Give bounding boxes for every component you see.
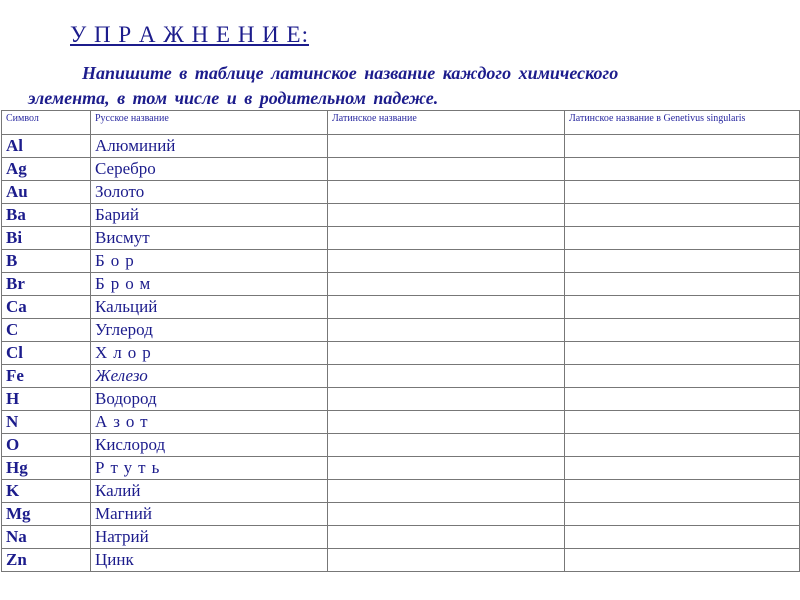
- table-row: [2, 158, 800, 181]
- element-symbol: N: [2, 411, 91, 434]
- latin-name-cell[interactable]: [328, 503, 565, 526]
- russian-name: Золото: [91, 181, 328, 204]
- element-symbol: Fe: [2, 365, 91, 388]
- russian-name: Водород: [91, 388, 328, 411]
- genitive-name-cell[interactable]: [565, 250, 800, 273]
- latin-name-cell[interactable]: [328, 411, 565, 434]
- element-symbol: Br: [2, 273, 91, 296]
- header-symbol: Символ: [2, 111, 91, 135]
- genitive-name-cell[interactable]: [565, 227, 800, 250]
- element-symbol: H: [2, 388, 91, 411]
- table-row: [2, 411, 800, 434]
- element-symbol: Na: [2, 526, 91, 549]
- genitive-name-cell[interactable]: [565, 181, 800, 204]
- genitive-name-cell[interactable]: [565, 273, 800, 296]
- table-row: [2, 135, 800, 158]
- russian-name: Хлор: [91, 342, 328, 365]
- table-row: [2, 388, 800, 411]
- latin-name-cell[interactable]: [328, 342, 565, 365]
- table-row: [2, 457, 800, 480]
- instruction-text: [28, 61, 788, 111]
- latin-name-cell[interactable]: [328, 434, 565, 457]
- table-row: [2, 204, 800, 227]
- latin-name-cell[interactable]: [328, 549, 565, 572]
- genitive-name-cell[interactable]: [565, 365, 800, 388]
- latin-name-cell[interactable]: [328, 135, 565, 158]
- table-row: [2, 181, 800, 204]
- latin-name-cell[interactable]: [328, 158, 565, 181]
- table-row: [2, 503, 800, 526]
- table-row: [2, 365, 800, 388]
- table-body: [2, 135, 800, 572]
- russian-name: Бор: [91, 250, 328, 273]
- header-genitive-name: Латинское название в Genetivus singularis: [565, 111, 800, 135]
- element-symbol: O: [2, 434, 91, 457]
- latin-name-cell[interactable]: [328, 457, 565, 480]
- element-symbol: Au: [2, 181, 91, 204]
- elements-table: [1, 110, 800, 572]
- genitive-name-cell[interactable]: [565, 526, 800, 549]
- table-row: [2, 480, 800, 503]
- latin-name-cell[interactable]: [328, 227, 565, 250]
- element-symbol: Mg: [2, 503, 91, 526]
- element-symbol: Al: [2, 135, 91, 158]
- element-symbol: Bi: [2, 227, 91, 250]
- russian-name: Барий: [91, 204, 328, 227]
- russian-name: Магний: [91, 503, 328, 526]
- table-row: [2, 549, 800, 572]
- genitive-name-cell[interactable]: [565, 135, 800, 158]
- genitive-name-cell[interactable]: [565, 457, 800, 480]
- element-symbol: Ca: [2, 296, 91, 319]
- latin-name-cell[interactable]: [328, 204, 565, 227]
- element-symbol: Ba: [2, 204, 91, 227]
- russian-name: Бром: [91, 273, 328, 296]
- genitive-name-cell[interactable]: [565, 296, 800, 319]
- russian-name: Висмут: [91, 227, 328, 250]
- table-row: [2, 342, 800, 365]
- russian-name: Натрий: [91, 526, 328, 549]
- genitive-name-cell[interactable]: [565, 319, 800, 342]
- element-symbol: Ag: [2, 158, 91, 181]
- russian-name: Азот: [91, 411, 328, 434]
- genitive-name-cell[interactable]: [565, 434, 800, 457]
- genitive-name-cell[interactable]: [565, 411, 800, 434]
- table-header-row: [2, 111, 800, 135]
- russian-name: Калий: [91, 480, 328, 503]
- element-symbol: C: [2, 319, 91, 342]
- table-row: [2, 319, 800, 342]
- table-row: [2, 250, 800, 273]
- element-symbol: Hg: [2, 457, 91, 480]
- genitive-name-cell[interactable]: [565, 549, 800, 572]
- genitive-name-cell[interactable]: [565, 204, 800, 227]
- table-row: [2, 227, 800, 250]
- russian-name: Углерод: [91, 319, 328, 342]
- genitive-name-cell[interactable]: [565, 503, 800, 526]
- latin-name-cell[interactable]: [328, 388, 565, 411]
- exercise-heading: У П Р А Ж Н Е Н И Е:: [70, 22, 309, 47]
- element-symbol: Zn: [2, 549, 91, 572]
- latin-name-cell[interactable]: [328, 296, 565, 319]
- element-symbol: K: [2, 480, 91, 503]
- latin-name-cell[interactable]: [328, 250, 565, 273]
- element-symbol: Cl: [2, 342, 91, 365]
- russian-name: Железо: [91, 365, 328, 388]
- genitive-name-cell[interactable]: [565, 480, 800, 503]
- russian-name: Кислород: [91, 434, 328, 457]
- russian-name: Серебро: [91, 158, 328, 181]
- instruction-line-1: Напишите в таблице латинское название каждого химического: [82, 63, 619, 83]
- russian-name: Ртуть: [91, 457, 328, 480]
- genitive-name-cell[interactable]: [565, 342, 800, 365]
- genitive-name-cell[interactable]: [565, 388, 800, 411]
- latin-name-cell[interactable]: [328, 480, 565, 503]
- latin-name-cell[interactable]: [328, 319, 565, 342]
- table-row: [2, 434, 800, 457]
- table-row: [2, 526, 800, 549]
- table-row: [2, 296, 800, 319]
- russian-name: Кальций: [91, 296, 328, 319]
- header-russian-name: Русское название: [91, 111, 328, 135]
- genitive-name-cell[interactable]: [565, 158, 800, 181]
- latin-name-cell[interactable]: [328, 526, 565, 549]
- latin-name-cell[interactable]: [328, 273, 565, 296]
- table-row: [2, 273, 800, 296]
- header-latin-name: Латинское название: [328, 111, 565, 135]
- russian-name: Алюминий: [91, 135, 328, 158]
- latin-name-cell[interactable]: [328, 365, 565, 388]
- element-symbol: B: [2, 250, 91, 273]
- instruction-line-2: элемента, в том числе и в родительном падеже.: [28, 88, 439, 108]
- latin-name-cell[interactable]: [328, 181, 565, 204]
- russian-name: Цинк: [91, 549, 328, 572]
